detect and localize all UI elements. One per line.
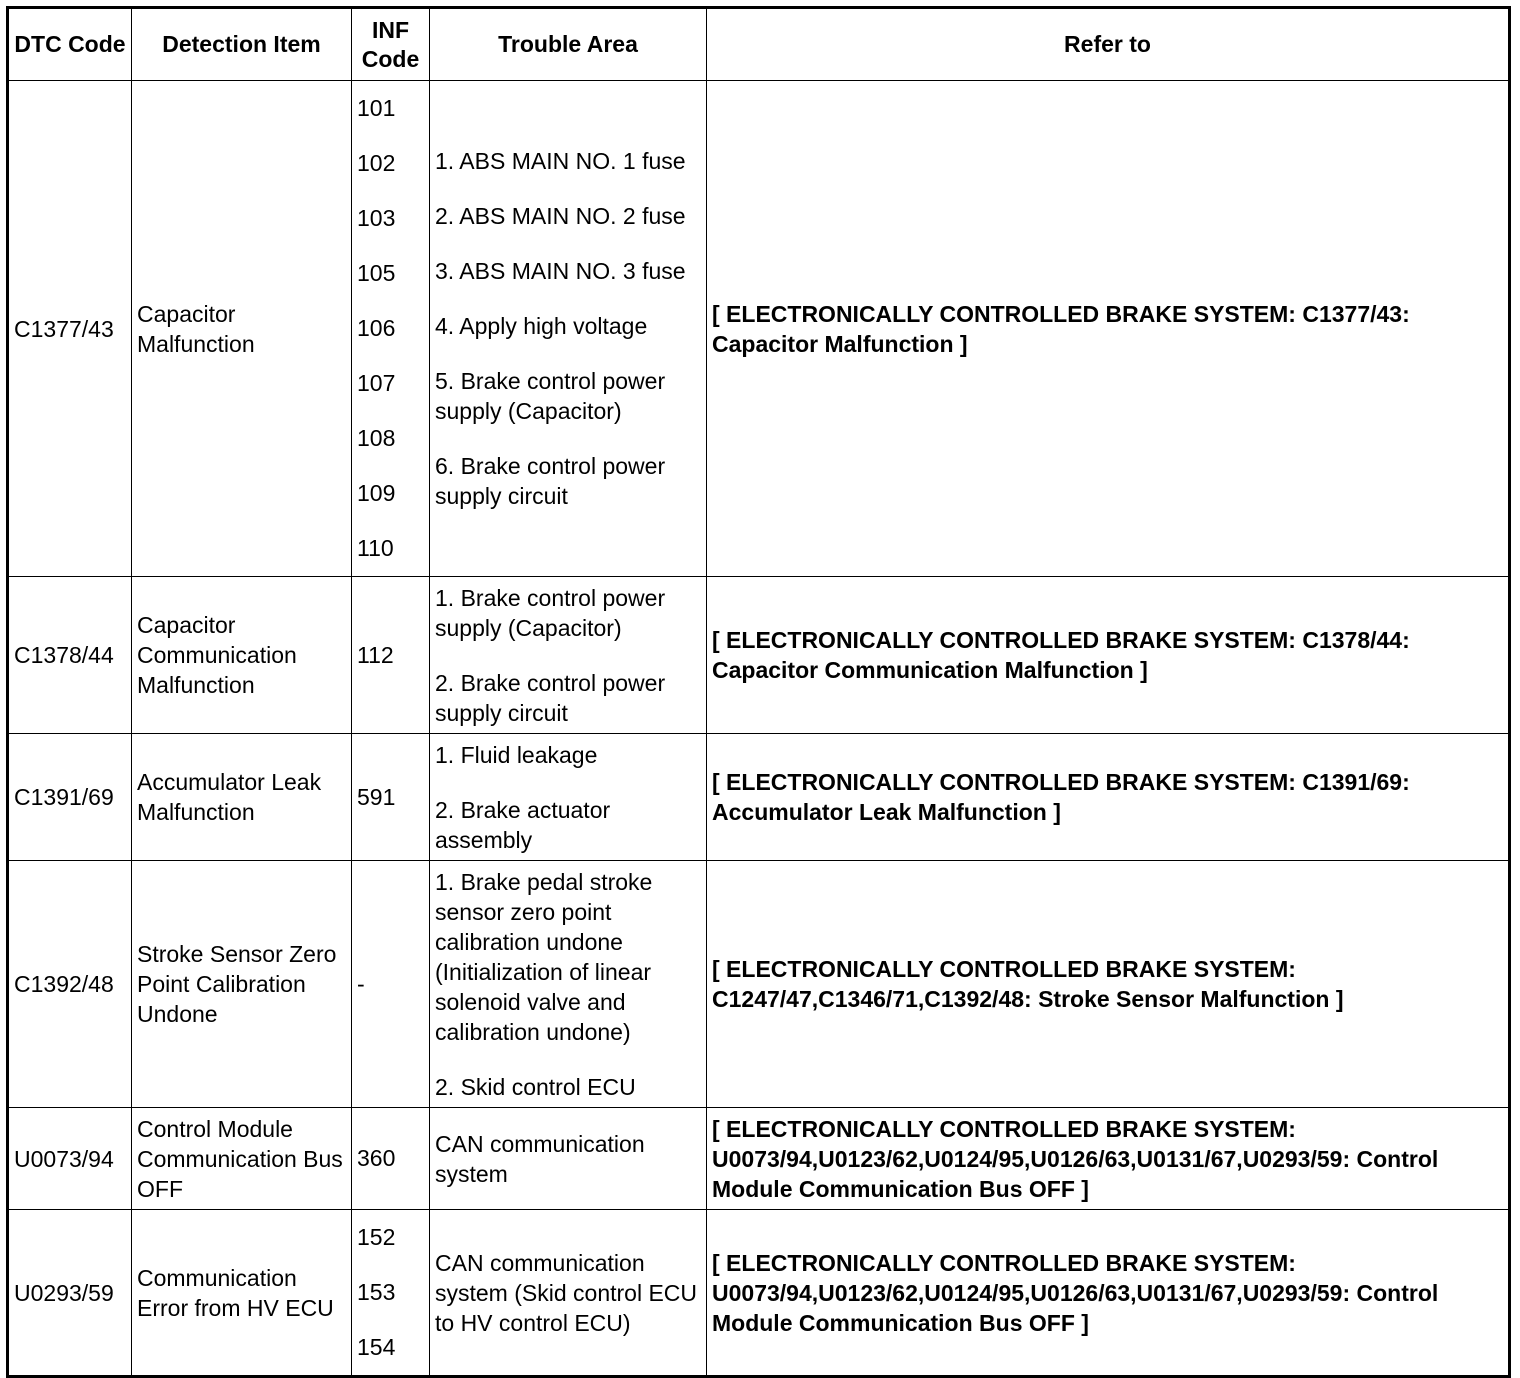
inf-code-value: 107 [357,370,396,396]
detection-item-cell: Accumulator Leak Malfunction [132,734,352,861]
inf-code-value: 591 [357,783,396,810]
trouble-area-item: 1. Fluid leakage [435,741,598,768]
detection-item-cell: Control Module Communication Bus OFF [132,1108,352,1210]
trouble-area-cell [430,861,707,1108]
trouble-area-item: 6. Brake control power supply circuit [435,453,666,509]
dtc-code-cell: U0293/59 [8,1210,132,1377]
trouble-area-item: 2. ABS MAIN NO. 2 fuse [435,203,686,229]
trouble-area-item: 1. Brake pedal stroke sensor zero point calibration undone (Initialization of linear solenoid valve and calibration undone) [435,868,653,1045]
trouble-area-cell [430,81,707,577]
refer-to-link: [ ELECTRONICALLY CONTROLLED BRAKE SYSTEM: C1377/43: Capacitor Malfunction ] [707,81,1510,577]
header-trouble-area: Trouble Area [430,8,707,81]
refer-to-link: [ ELECTRONICALLY CONTROLLED BRAKE SYSTEM: C1378/44: Capacitor Communication Malfunction ] [707,577,1510,734]
inf-code-value: 106 [357,315,396,341]
inf-code-cell [352,1108,430,1210]
trouble-area-item: 2. Brake control power supply circuit [435,669,666,726]
inf-code-value: 360 [357,1145,396,1171]
refer-to-link: [ ELECTRONICALLY CONTROLLED BRAKE SYSTEM: C1391/69: Accumulator Leak Malfunction ] [707,734,1510,861]
inf-code-value: 109 [357,480,396,506]
trouble-area-item: 1. Brake control power supply (Capacitor) [435,584,666,641]
inf-code-value: 101 [357,95,396,121]
trouble-area-item: CAN communication system (Skid control ECU to HV control ECU) [435,1249,698,1336]
refer-to-link: [ ELECTRONICALLY CONTROLLED BRAKE SYSTEM: U0073/94,U0123/62,U0124/95,U0126/63,U0131/67,U0293/59: Control Module Communication Bus OFF ] [707,1210,1510,1377]
header-row [8,8,1510,81]
inf-code-cell [352,861,430,1108]
trouble-area-item: 1. ABS MAIN NO. 1 fuse [435,148,686,174]
dtc-code-cell: C1392/48 [8,861,132,1108]
trouble-area-cell [430,734,707,861]
inf-code-value: - [357,970,365,997]
header-inf-code: INF Code [352,8,430,81]
inf-code-cell [352,81,430,577]
dtc-code-cell: C1391/69 [8,734,132,861]
table-row [8,861,1510,1108]
inf-code-value: 153 [357,1279,396,1305]
dtc-code-cell: C1378/44 [8,577,132,734]
detection-item-cell: Communication Error from HV ECU [132,1210,352,1377]
table-row [8,577,1510,734]
trouble-area-item: 2. Skid control ECU [435,1073,636,1100]
trouble-area-cell [430,1210,707,1377]
dtc-code-cell: U0073/94 [8,1108,132,1210]
detection-item-cell: Capacitor Communication Malfunction [132,577,352,734]
trouble-area-item: CAN communication system [435,1130,645,1187]
inf-code-cell [352,734,430,861]
refer-to-link: [ ELECTRONICALLY CONTROLLED BRAKE SYSTEM: U0073/94,U0123/62,U0124/95,U0126/63,U0131/67,U0293/59: Control Module Communication Bus OFF ] [707,1108,1510,1210]
detection-item-cell: Stroke Sensor Zero Point Calibration Undone [132,861,352,1108]
inf-code-value: 154 [357,1334,396,1360]
header-refer-to: Refer to [707,8,1510,81]
inf-code-value: 108 [357,425,396,451]
header-detection-item: Detection Item [132,8,352,81]
table-row [8,1210,1510,1377]
table-row [8,734,1510,861]
trouble-area-cell [430,1108,707,1210]
trouble-area-item: 2. Brake actuator assembly [435,796,611,853]
trouble-area-item: 5. Brake control power supply (Capacitor) [435,368,666,424]
inf-code-value: 152 [357,1224,396,1250]
inf-code-cell [352,1210,430,1377]
header-dtc-code: DTC Code [8,8,132,81]
inf-code-value: 110 [357,535,394,561]
trouble-area-item: 4. Apply high voltage [435,313,648,339]
refer-to-link: [ ELECTRONICALLY CONTROLLED BRAKE SYSTEM: C1247/47,C1346/71,C1392/48: Stroke Sensor Malfunction ] [707,861,1510,1108]
dtc-code-cell: C1377/43 [8,81,132,577]
table-row [8,1108,1510,1210]
detection-item-cell: Capacitor Malfunction [132,81,352,577]
inf-code-value: 112 [357,641,394,668]
trouble-area-cell [430,577,707,734]
inf-code-value: 103 [357,205,396,231]
inf-code-value: 105 [357,260,396,286]
inf-code-cell [352,577,430,734]
table-row [8,81,1510,577]
trouble-area-item: 3. ABS MAIN NO. 3 fuse [435,258,686,284]
inf-code-value: 102 [357,150,396,176]
dtc-table [6,6,1511,1378]
